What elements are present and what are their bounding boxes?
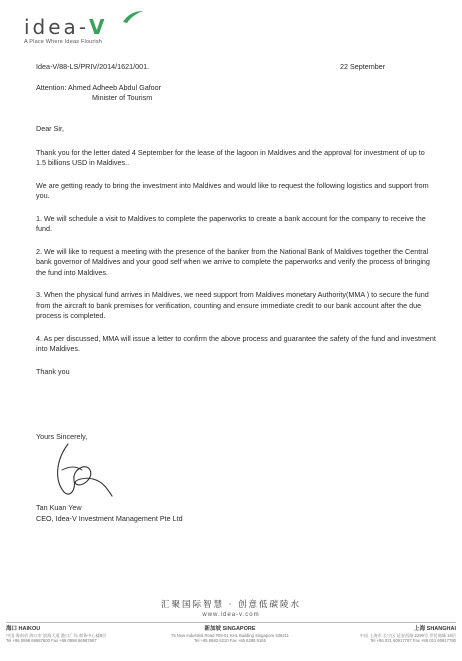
- paragraph-thanks: Thank you: [36, 366, 70, 376]
- closing: Yours Sincerely,: [36, 432, 88, 441]
- office-contact: Tel +86 021 60917787 Fax +86 021 60917780: [370, 638, 456, 643]
- letter-date: 22 September: [340, 62, 386, 71]
- attention-title: Minister of Tourism: [92, 93, 153, 102]
- paragraph-item-3: 3. When the physical fund arrives in Maldives, we need support from Maldives monetary Authority(MMA ) to secure the fund from the aircraft to bank premises for verification, counting and ensure immediate credit to our bank account after the due process is completed.: [36, 290, 429, 320]
- logo-tagline: A Place Where Ideas Flourish: [24, 39, 103, 45]
- office-city: 新加坡 SINGAPORE: [204, 626, 256, 632]
- letter-body: [36, 124, 436, 389]
- office-city: 上海 SHANGHAI: [414, 626, 456, 632]
- office-address: 中国 海南省 海口市 滨海大道 港口广场 商务中心楼8层: [6, 632, 107, 638]
- footer-slogan: 汇聚国际智慧 · 创意低碳陵水: [160, 600, 302, 610]
- logo-v: V: [89, 15, 108, 39]
- company-logo: [24, 16, 108, 45]
- footer-website: www.idea-v.com: [202, 612, 260, 618]
- paragraph-item-4: 4. As per discussed, MMA will issue a letter to confirm the above process and guarantee the safety of the fund and investment into Maldives.: [36, 333, 436, 353]
- signatory-name: Tan Kuan Yew: [36, 503, 82, 512]
- paragraph-intro: Thank you for the letter dated 4 September for the lease of the lagoon in Maldives and the approval for investment of up to 1.5 billions USD in Maldives..: [36, 147, 425, 167]
- paragraph-request: We are getting ready to bring the investment into Maldives and would like to request the following logistics and support from you.: [36, 180, 429, 200]
- office-haikou: [6, 627, 146, 644]
- salutation: Dear Sir,: [36, 124, 64, 133]
- handwritten-signature: [46, 440, 116, 500]
- attention-block: [36, 83, 161, 103]
- paragraph-item-2: 2. We will like to request a meeting with the presence of the banker from the National Bank of Maldives together the Central bank governor of Maldives and your good self when we arrive to complete the paperworks and verify the process of bringing the fund into Maldives.: [36, 246, 430, 277]
- office-singapore: [150, 627, 310, 644]
- office-address: 75 New Industrial Road #05-01 KHL Building Singapore 536211: [170, 632, 290, 638]
- office-contact: Tel +86 0898 66987600 Fax +86 0898 66987667: [6, 638, 97, 643]
- office-shanghai: [314, 627, 456, 644]
- footer-divider: [6, 622, 456, 623]
- leaf-swoosh-icon: [122, 10, 144, 24]
- office-city: 海口 HAIKOU: [6, 626, 41, 632]
- logo-text: idea-: [24, 15, 90, 39]
- attention-line: Attention: Ahmed Adheeb Abdul Gafoor: [36, 83, 162, 92]
- office-contact: Tel +65 6683 8210 Fax +65 6288 9165: [194, 638, 266, 643]
- office-address: 中国 上海市 长宁区 延安西路 2299号 世贸商城 18层: [359, 632, 456, 638]
- reference-number: Idea-V/88-LS/PRIV/2014/1621/001.: [36, 62, 150, 71]
- signatory-title: CEO, Idea-V Investment Management Pte Ltd: [36, 514, 183, 523]
- paragraph-item-1: 1. We will schedule a visit to Maldives to complete the paperworks to create a bank account for the company to receive the fund.: [36, 213, 426, 233]
